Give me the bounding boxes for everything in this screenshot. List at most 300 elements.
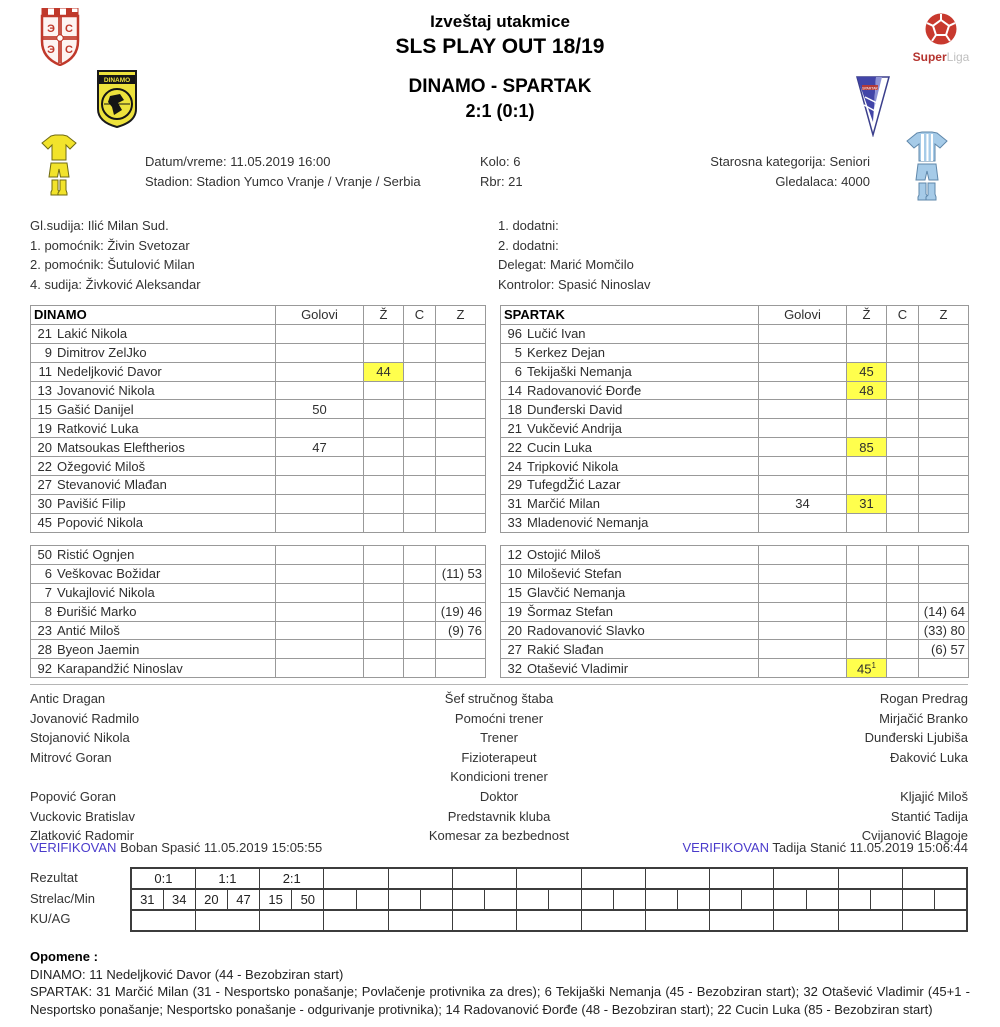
player-row: [501, 494, 969, 513]
goals-cell: [276, 602, 364, 621]
rezultat-cell: [774, 868, 838, 889]
player-row: [501, 476, 969, 495]
red-card-cell: [887, 457, 919, 476]
substitution-cell: [436, 343, 486, 362]
red-card-cell: [887, 362, 919, 381]
rezultat-cell: [452, 868, 516, 889]
red-card-cell: [404, 343, 436, 362]
player-number: 14: [507, 383, 522, 398]
red-card-cell: [887, 546, 919, 565]
home-staff-name: Jovanović Radmilo: [30, 710, 140, 726]
strelac-min-cell: [517, 889, 549, 910]
yellow-card-cell: 31: [847, 494, 887, 513]
strelac-min-cell: [420, 889, 452, 910]
bench-table: [30, 545, 486, 678]
player-row: [31, 381, 486, 400]
rezultat-label: Rezultat: [30, 870, 78, 885]
player-row: [501, 640, 969, 659]
yellow-card-cell: 85: [847, 438, 887, 457]
yellow-card-cell: [364, 621, 404, 640]
match-info-left: [145, 152, 421, 192]
goals-cell: [276, 513, 364, 532]
staff-role: Trener: [480, 730, 518, 746]
substitution-cell: [436, 476, 486, 495]
player-name-cell: 8 Đurišić Marko: [31, 602, 276, 621]
player-name-cell: 45 Popović Nikola: [31, 513, 276, 532]
yellow-card-cell: [847, 621, 887, 640]
officials-left: [30, 216, 201, 294]
goals-cell: [759, 659, 847, 678]
substitution-cell: [436, 419, 486, 438]
substitution-cell: (6) 57: [919, 640, 969, 659]
player-name-cell: 27 Rakić Slađan: [501, 640, 759, 659]
ku-ag-cell: [838, 910, 902, 931]
strelac-min-cell: [645, 889, 677, 910]
gl-sudija: Gl.sudija: Ilić Milan Sud.: [30, 218, 169, 233]
player-number: 19: [507, 604, 522, 620]
red-card-cell: [404, 513, 436, 532]
player-row: [501, 621, 969, 640]
player-name-cell: 19 Šormaz Stefan: [501, 602, 759, 621]
column-header: Golovi: [276, 306, 364, 325]
goals-cell: [759, 400, 847, 419]
player-number: 28: [37, 641, 52, 657]
yellow-card-cell: [364, 583, 404, 602]
yellow-card-cell: [364, 343, 404, 362]
yellow-card-cell: [364, 513, 404, 532]
player-name-cell: 22 Ožegović Miloš: [31, 457, 276, 476]
goals-cell: [276, 362, 364, 381]
player-number: 92: [37, 660, 52, 676]
red-card-cell: [404, 583, 436, 602]
player-number: 15: [507, 585, 522, 601]
player-name-cell: 50 Ristić Ognjen: [31, 546, 276, 565]
home-staff-name: Stojanović Nikola: [30, 730, 130, 746]
player-row: [501, 457, 969, 476]
serbia-fa-crest-icon: [38, 8, 82, 69]
officials-right: [498, 216, 650, 294]
report-header: [0, 12, 1000, 122]
player-row: [501, 564, 969, 583]
pomocnik-1: 1. pomoćnik: Živin Svetozar: [30, 237, 190, 253]
goals-cell: [759, 583, 847, 602]
substitution-cell: [919, 362, 969, 381]
red-card-cell: [404, 640, 436, 659]
team-name: SPARTAK: [501, 306, 759, 325]
strelac-min-cell: [613, 889, 645, 910]
away-kit-icon: [902, 131, 952, 206]
stadion: Stadion: Stadion Yumco Vranje / Vranje / Serbia: [145, 174, 421, 189]
away-staff-name: Cvijanović Blagoje: [861, 828, 968, 844]
red-card-cell: [404, 362, 436, 381]
yellow-card-cell: [847, 640, 887, 659]
red-card-cell: [887, 494, 919, 513]
ku-ag-cell: [195, 910, 259, 931]
red-card-cell: [404, 621, 436, 640]
home-staff-name: Popović Goran: [30, 788, 116, 804]
goals-cell: [759, 640, 847, 659]
player-row: [31, 400, 486, 419]
gledalaca: Gledalaca: 4000: [775, 174, 870, 189]
column-header: Z: [436, 306, 486, 325]
yellow-card-cell: $45^1$: [847, 659, 887, 678]
rezultat-cell: 1:1: [195, 868, 259, 889]
player-name-cell: 32 Otašević Vladimir: [501, 659, 759, 678]
player-row: [31, 513, 486, 532]
substitution-cell: [436, 583, 486, 602]
ku-ag-row: [131, 910, 967, 931]
substitution-cell: [436, 381, 486, 400]
player-row: [501, 438, 969, 457]
goals-cell: [759, 564, 847, 583]
yellow-card-cell: [364, 564, 404, 583]
red-card-cell: [404, 602, 436, 621]
player-name-cell: 9 Dimitrov ZelJko: [31, 343, 276, 362]
player-name-cell: 30 Pavišić Filip: [31, 494, 276, 513]
red-card-cell: [404, 381, 436, 400]
team-name: DINAMO: [31, 306, 276, 325]
red-card-cell: [404, 659, 436, 678]
player-row: [31, 546, 486, 565]
verified-badge: VERIFIKOVAN: [30, 840, 117, 855]
player-number: 30: [37, 496, 52, 512]
player-row: [31, 602, 486, 621]
goals-cell: [276, 640, 364, 659]
svg-text:Э: Э: [47, 23, 55, 35]
delegat: Delegat: Marić Momčilo: [498, 257, 634, 272]
player-number: 21: [507, 420, 522, 436]
player-name-cell: 24 Tripković Nikola: [501, 457, 759, 476]
red-card-cell: [887, 343, 919, 362]
player-name-cell: 6 Tekijaški Nemanja: [501, 362, 759, 381]
strelac-min-cell: 50: [292, 889, 324, 910]
substitution-cell: [919, 438, 969, 457]
substitution-cell: (11) 53: [436, 564, 486, 583]
spartak-club-crest-icon: [855, 75, 891, 140]
staff-role: Doktor: [479, 788, 519, 804]
player-number: 6: [514, 364, 522, 380]
player-number: 27: [507, 641, 522, 657]
goals-cell: [759, 343, 847, 362]
goals-cell: [759, 621, 847, 640]
superliga-wordmark: SuperLiga: [912, 50, 970, 64]
yellow-card-cell: [364, 659, 404, 678]
yellow-card-cell: [364, 494, 404, 513]
player-row: [31, 564, 486, 583]
substitution-cell: (19) 46: [436, 602, 486, 621]
substitution-cell: [919, 476, 969, 495]
yellow-card-cell: [364, 476, 404, 495]
away-staff-name: [668, 767, 968, 787]
player-number: 32: [507, 660, 522, 676]
datum-vreme: Datum/vreme: 11.05.2019 16:00: [145, 154, 331, 169]
strelac-min-cell: [902, 889, 934, 910]
substitution-cell: [436, 546, 486, 565]
player-name-cell: 22 Cucin Luka: [501, 438, 759, 457]
yellow-card-cell: [847, 513, 887, 532]
yellow-card-cell: [847, 457, 887, 476]
svg-text:Э: Э: [47, 44, 55, 56]
player-name-cell: 12 Ostojić Miloš: [501, 546, 759, 565]
player-row: [31, 621, 486, 640]
goals-cell: [276, 381, 364, 400]
svg-text:С: С: [65, 44, 73, 56]
substitution-cell: [919, 659, 969, 678]
ku-ag-cell: [710, 910, 774, 931]
home-staff-name: Vuckovic Bratislav: [30, 808, 135, 824]
away-bench-table-mount: [500, 545, 969, 678]
rezultat-cell: 2:1: [260, 868, 324, 889]
yellow-card-cell: [847, 476, 887, 495]
staff-row: [30, 728, 968, 748]
staff-row: [30, 767, 968, 787]
away-staff-name: Stantić Tadija: [890, 808, 968, 824]
red-card-cell: [887, 513, 919, 532]
strelac-min-row: [131, 889, 967, 910]
red-card-cell: [404, 438, 436, 457]
red-card-cell: [404, 324, 436, 343]
player-name-cell: 15 Gašić Danijel: [31, 400, 276, 419]
verified-badge: VERIFIKOVAN: [682, 840, 769, 855]
yellow-card-cell: [847, 546, 887, 565]
rezultat-cell: [517, 868, 581, 889]
red-card-cell: [404, 476, 436, 495]
strelac-min-cell: [870, 889, 902, 910]
staff-row: [30, 709, 968, 729]
column-header: C: [887, 306, 919, 325]
pomocnik-2: 2. pomoćnik: Šutulović Milan: [30, 257, 195, 272]
substitution-cell: [919, 513, 969, 532]
player-row: [31, 640, 486, 659]
strelac-min-label: Strelac/Min: [30, 890, 96, 906]
strelac-min-cell: [452, 889, 484, 910]
player-row: [31, 583, 486, 602]
substitution-cell: [919, 564, 969, 583]
staff-role: Pomoćni trener: [454, 710, 544, 726]
yellow-card-cell: [364, 640, 404, 659]
strelac-min-cell: [838, 889, 870, 910]
rezultat-cell: [645, 868, 709, 889]
column-header: C: [404, 306, 436, 325]
goals-cell: [759, 476, 847, 495]
player-row: [501, 546, 969, 565]
report-title: Izveštaj utakmice: [430, 12, 570, 31]
player-row: [31, 419, 486, 438]
starosna-kategorija: Starosna kategorija: Seniori: [710, 154, 870, 169]
goals-cell: [276, 564, 364, 583]
ku-ag-cell: [645, 910, 709, 931]
goals-cell: 34: [759, 494, 847, 513]
red-card-cell: [887, 324, 919, 343]
staff-role: Komesar za bezbednost: [428, 828, 570, 844]
yellow-card-cell: [847, 400, 887, 419]
player-row: [31, 362, 486, 381]
rezultat-cell: 0:1: [131, 868, 195, 889]
red-card-cell: [404, 457, 436, 476]
result-grid-mount: [130, 867, 968, 932]
player-row: [31, 343, 486, 362]
goals-cell: 50: [276, 400, 364, 419]
player-number: 27: [37, 477, 52, 493]
substitution-cell: [436, 324, 486, 343]
substitution-cell: [436, 494, 486, 513]
player-name-cell: 15 Glavčić Nemanja: [501, 583, 759, 602]
player-number: 20: [507, 623, 522, 638]
red-card-cell: [887, 659, 919, 678]
strelac-min-cell: [710, 889, 742, 910]
substitution-cell: [436, 400, 486, 419]
player-number: 22: [37, 458, 52, 474]
substitution-cell: [919, 494, 969, 513]
yellow-card-cell: [847, 324, 887, 343]
player-name-cell: 6 Veškovac Božidar: [31, 564, 276, 583]
red-card-cell: [887, 381, 919, 400]
strelac-min-cell: [485, 889, 517, 910]
player-row: [501, 324, 969, 343]
goals-cell: [276, 546, 364, 565]
player-row: [31, 438, 486, 457]
strelac-min-cell: 15: [260, 889, 292, 910]
match-title: DINAMO - SPARTAK: [408, 76, 592, 97]
strelac-min-cell: [388, 889, 420, 910]
ku-ag-cell: [324, 910, 388, 931]
player-number: 10: [507, 566, 522, 582]
yellow-card-cell: [364, 381, 404, 400]
away-staff-name: Đaković Luka: [889, 749, 968, 765]
player-number: 24: [507, 458, 522, 474]
verification-home: [30, 840, 322, 855]
strelac-min-cell: 34: [163, 889, 195, 910]
substitution-cell: [436, 513, 486, 532]
ku-ag-cell: [131, 910, 195, 931]
substitution-cell: [436, 640, 486, 659]
player-name-cell: 33 Mladenović Nemanja: [501, 513, 759, 532]
player-number: 13: [37, 383, 52, 398]
kolo: Kolo: 6: [480, 154, 521, 169]
strelac-min-cell: 20: [195, 889, 227, 910]
substitution-cell: [436, 457, 486, 476]
rezultat-row: [131, 868, 967, 889]
column-header: Ž: [847, 306, 887, 325]
staff-divider: [30, 684, 968, 685]
staff-role: Predstavnik kluba: [447, 808, 551, 824]
player-number: 31: [507, 496, 522, 512]
strelac-min-cell: [356, 889, 388, 910]
red-card-cell: [887, 564, 919, 583]
player-number: 45: [37, 515, 52, 531]
substitution-cell: [919, 381, 969, 400]
player-row: [31, 324, 486, 343]
player-row: [31, 457, 486, 476]
goals-cell: [276, 457, 364, 476]
home-staff-name: Mitrovć Goran: [30, 749, 112, 765]
strelac-min-cell: 31: [131, 889, 163, 910]
player-name-cell: 10 Milošević Stefan: [501, 564, 759, 583]
goals-cell: [759, 381, 847, 400]
player-name-cell: 92 Karapandžić Ninoslav: [31, 659, 276, 678]
opomene-title: Opomene :: [30, 949, 98, 964]
yellow-card-cell: [847, 583, 887, 602]
rezultat-cell: [838, 868, 902, 889]
goals-cell: [276, 476, 364, 495]
player-name-cell: 19 Ratković Luka: [31, 419, 276, 438]
player-name-cell: 7 Vukajlović Nikola: [31, 583, 276, 602]
ku-ag-cell: [452, 910, 516, 931]
player-row: [31, 659, 486, 678]
yellow-card-cell: 45: [847, 362, 887, 381]
player-number: 6: [44, 566, 52, 582]
yellow-card-cell: [364, 438, 404, 457]
player-name-cell: 13 Jovanović Nikola: [31, 381, 276, 400]
player-number: 29: [507, 477, 522, 493]
player-row: [31, 476, 486, 495]
player-row: [501, 362, 969, 381]
ku-ag-cell: [902, 910, 967, 931]
substitution-cell: (9) 76: [436, 621, 486, 640]
strelac-min-cell: [581, 889, 613, 910]
player-row: [501, 419, 969, 438]
player-name-cell: 28 Byeon Jaemin: [31, 640, 276, 659]
player-number: 8: [44, 604, 52, 620]
red-card-cell: [887, 400, 919, 419]
svg-text:С: С: [65, 23, 73, 35]
player-name-cell: 27 Stevanović Mlađan: [31, 476, 276, 495]
substitution-cell: [436, 438, 486, 457]
staff-role: Kondicioni trener: [450, 769, 548, 785]
team-header-row: [501, 306, 969, 325]
goals-cell: [759, 602, 847, 621]
red-card-cell: [887, 438, 919, 457]
red-card-cell: [404, 494, 436, 513]
rezultat-cell: [710, 868, 774, 889]
rbr: Rbr: 21: [480, 174, 523, 189]
result-grid-table: [130, 867, 968, 932]
player-name-cell: 14 Radovanović Đorđe: [501, 381, 759, 400]
substitution-cell: (14) 64: [919, 602, 969, 621]
yellow-card-cell: 44: [364, 362, 404, 381]
match-score: 2:1 (0:1): [465, 101, 535, 121]
strelac-min-cell: [774, 889, 806, 910]
away-staff-name: Kljajić Miloš: [900, 788, 968, 804]
player-row: [501, 381, 969, 400]
ku-ag-cell: [774, 910, 838, 931]
substitution-cell: [919, 343, 969, 362]
strelac-min-cell: [549, 889, 581, 910]
goals-cell: [759, 324, 847, 343]
away-starters-table-mount: [500, 305, 969, 533]
yellow-card-cell: [364, 324, 404, 343]
ku-ag-cell: [388, 910, 452, 931]
staff-role: Fizioterapeut: [461, 749, 537, 765]
goals-cell: [759, 362, 847, 381]
red-card-cell: [887, 476, 919, 495]
away-staff-name: Rogan Predrag: [879, 691, 968, 706]
player-name-cell: 21 Lakić Nikola: [31, 324, 276, 343]
player-number: 18: [507, 401, 522, 417]
goals-cell: [276, 583, 364, 602]
strelac-min-cell: [324, 889, 356, 910]
goals-cell: [276, 621, 364, 640]
player-row: [31, 494, 486, 513]
goals-cell: [276, 343, 364, 362]
player-number: 12: [507, 547, 522, 563]
superliga-logo: [912, 12, 970, 64]
match-info-right: [710, 152, 870, 192]
player-name-cell: 23 Antić Miloš: [31, 621, 276, 640]
home-kit-icon: [38, 134, 80, 201]
yellow-card-cell: [847, 343, 887, 362]
goals-cell: [759, 438, 847, 457]
